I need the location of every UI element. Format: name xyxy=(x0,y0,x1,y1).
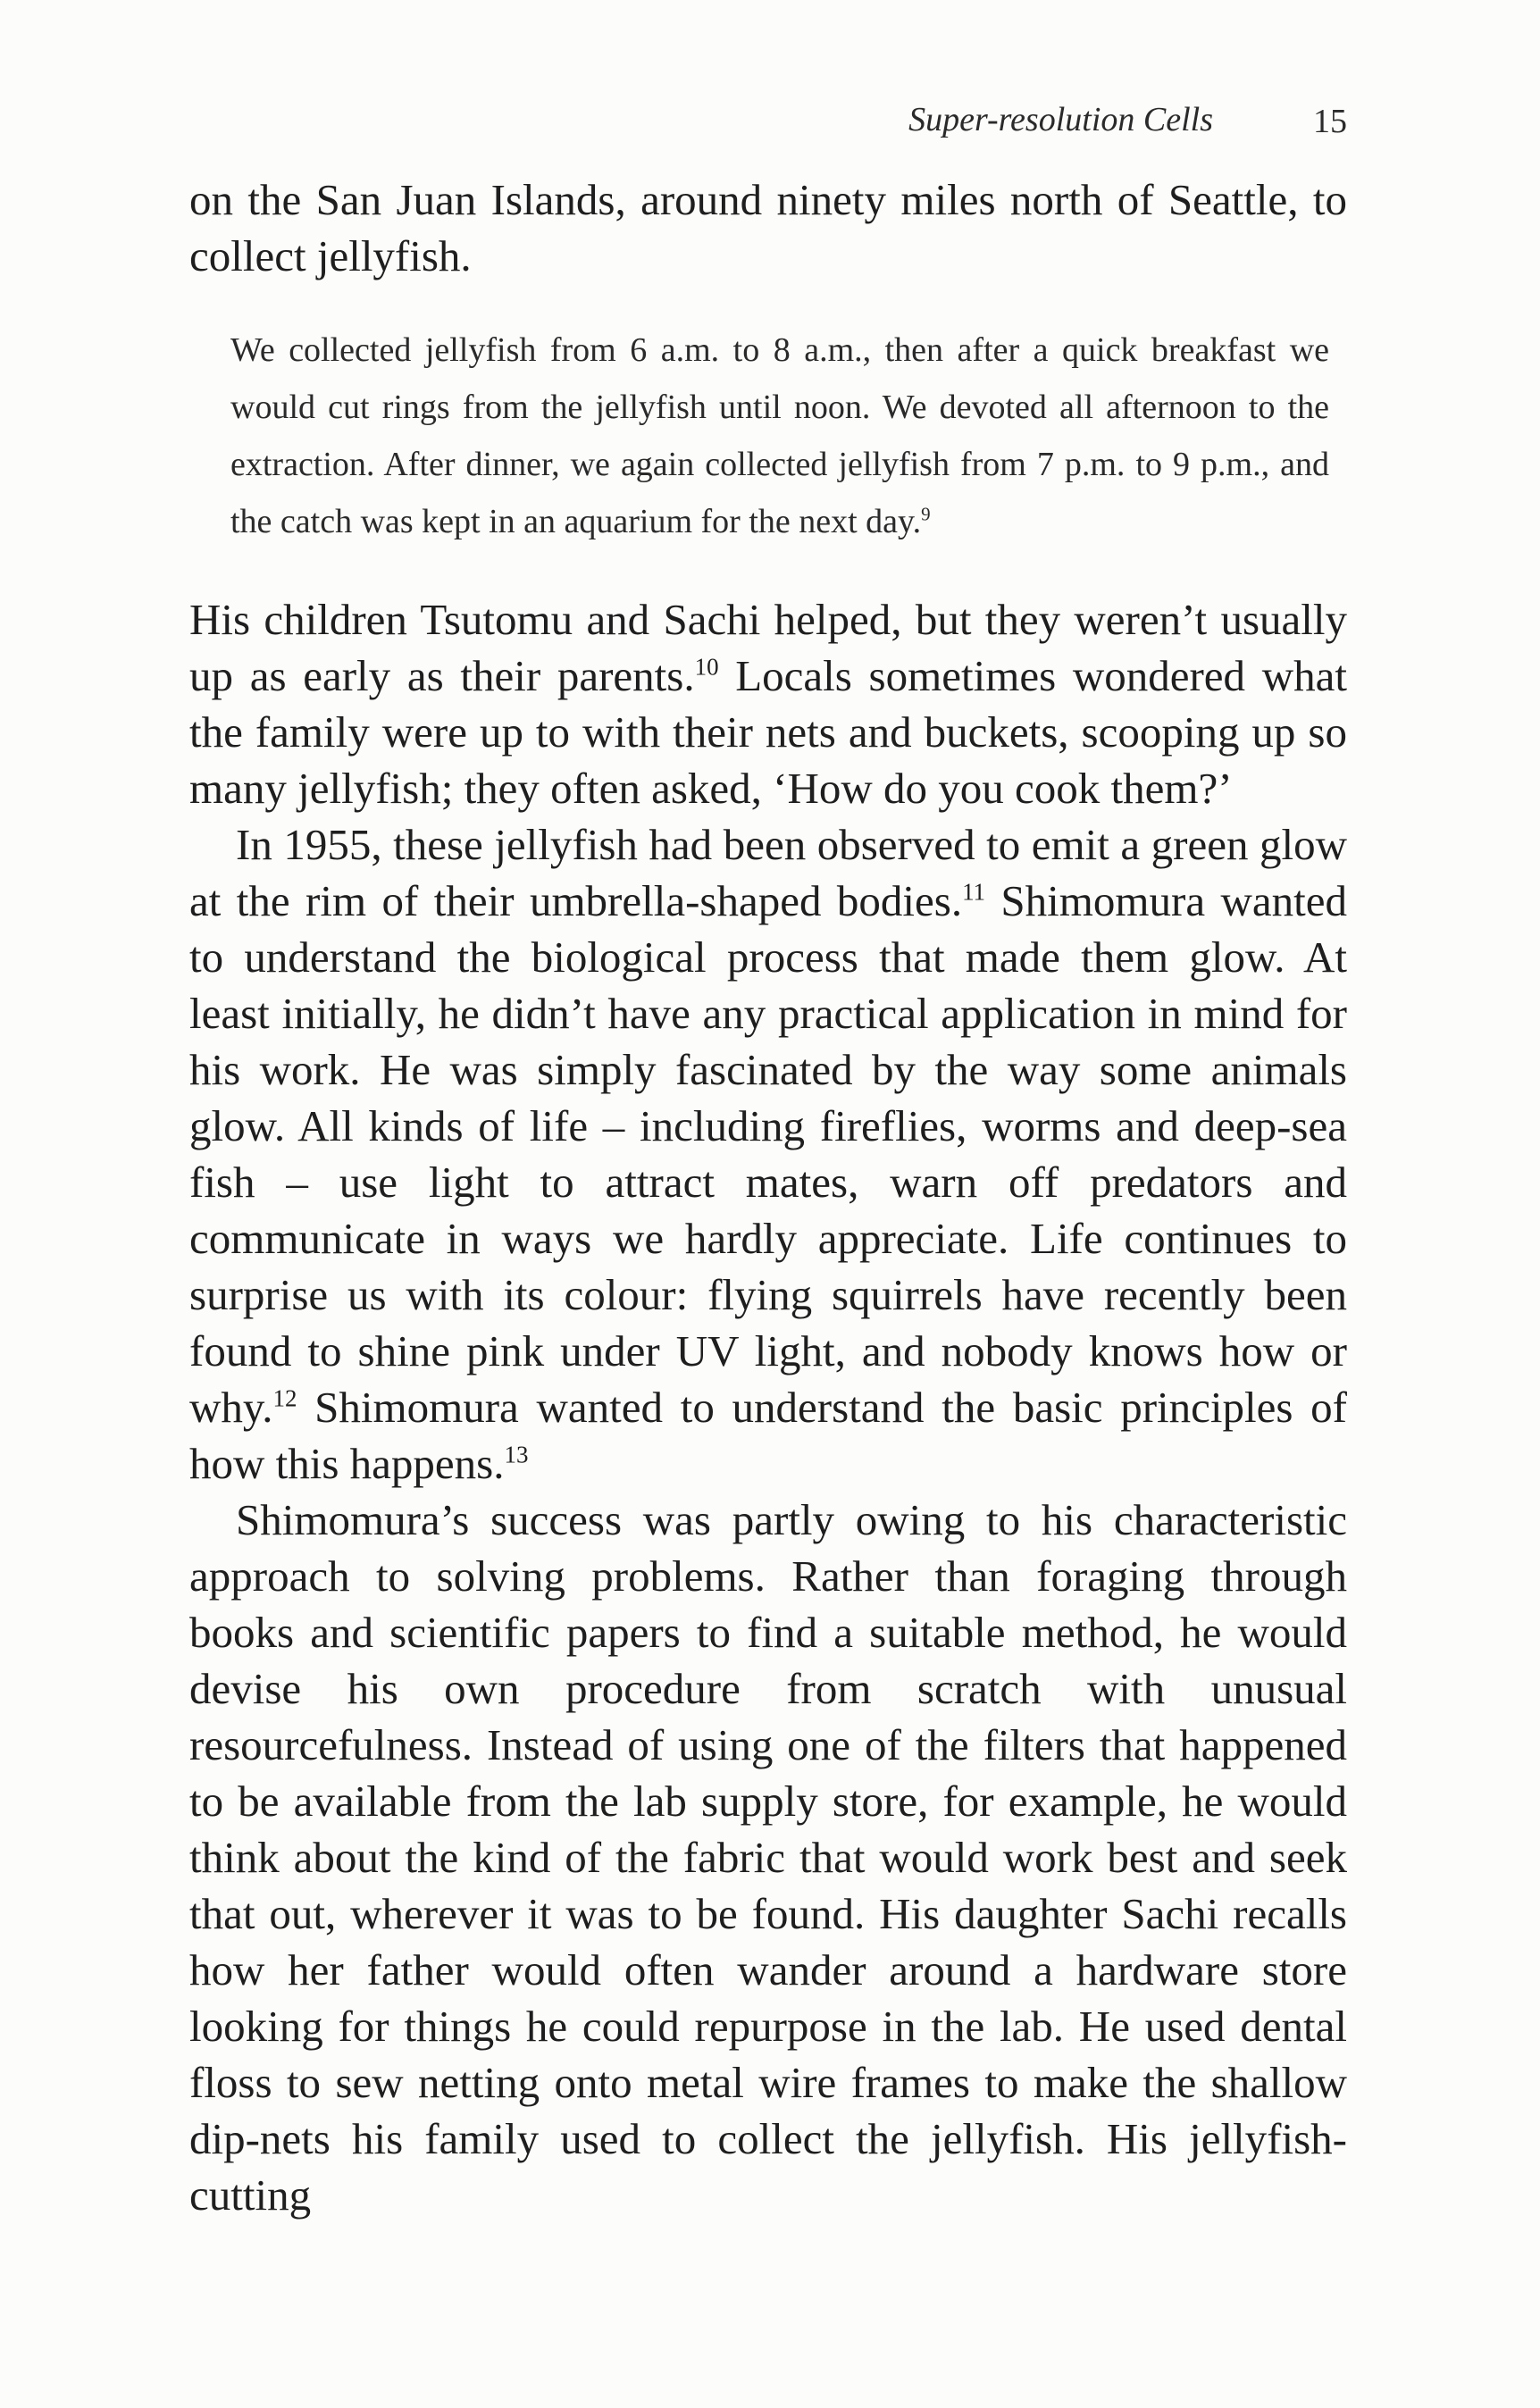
paragraph-text: Locals sometimes wondered what the family were up to with their nets and buckets, scooping up so many jellyfish; they often asked, ‘How do you cook them?’ xyxy=(189,651,1347,813)
body-text xyxy=(189,171,1347,2223)
footnote-ref-9: 9 xyxy=(921,503,931,525)
footnote-ref-10: 10 xyxy=(694,653,719,681)
paragraph-text: Shimomura wanted to understand the biological process that made them glow. At least initially, he didn’t have any practical application in mind for his work. He was simply fascinated by the way some animals glow. All kinds of life – including fireflies, worms and deep-sea fish – use light to attract mates, warn off predators and communicate in ways we hardly appreciate. Life continues to surprise us with its colour: flying squirrels have recently been found to shine pink under UV light, and nobody knows how or why. xyxy=(189,876,1347,1432)
paragraph-glow xyxy=(189,816,1347,1492)
block-quote xyxy=(230,322,1329,550)
running-head xyxy=(189,100,1347,154)
running-title: Super-resolution Cells xyxy=(908,101,1213,138)
footnote-ref-13: 13 xyxy=(504,1441,529,1468)
footnote-ref-12: 12 xyxy=(272,1384,297,1412)
paragraph-continued: on the San Juan Islands, around ninety miles north of Seattle, to collect jellyfish. xyxy=(189,175,1347,280)
paragraph-text: His children Tsutomu and Sachi helped, but they weren’t usually up as early as their parents. xyxy=(189,595,1347,700)
paragraph-text: Shimomura wanted to understand the basic principles of how this happens. xyxy=(189,1383,1347,1488)
paragraph-children xyxy=(189,591,1347,816)
paragraph-resourcefulness: Shimomura’s success was partly owing to his characteristic approach to solving problems. Rather than foraging through books and scientific papers to find a suitable method, he would devise his own procedure from scratch with unusual resourcefulness. Instead of using one of the filters that happened to be available from the lab supply store, for example, he would think about the kind of the fabric that would work best and seek that out, wherever it was to be found. His daughter Sachi recalls how her father would often wander around a hardware store looking for things he could repurpose in the lab. He used dental floss to sew netting onto metal wire frames to make the shallow dip-nets his family used to collect the jellyfish. His jellyfish-cutting xyxy=(189,1495,1347,2220)
block-quote-text: We collected jellyfish from 6 a.m. to 8 a.m., then after a quick breakfast we would cut rings from the jellyfish until noon. We devoted all afternoon to the extraction. After dinner, we again collected jellyfish from 7 p.m. to 9 p.m., and the catch was kept in an aquarium for the next day. xyxy=(230,331,1329,540)
footnote-ref-11: 11 xyxy=(962,878,986,906)
paragraph-text: In 1955, these jellyfish had been observed to emit a green glow at the rim of their umbrella-shaped bodies. xyxy=(189,820,1347,925)
page-number: 15 xyxy=(1313,103,1347,140)
